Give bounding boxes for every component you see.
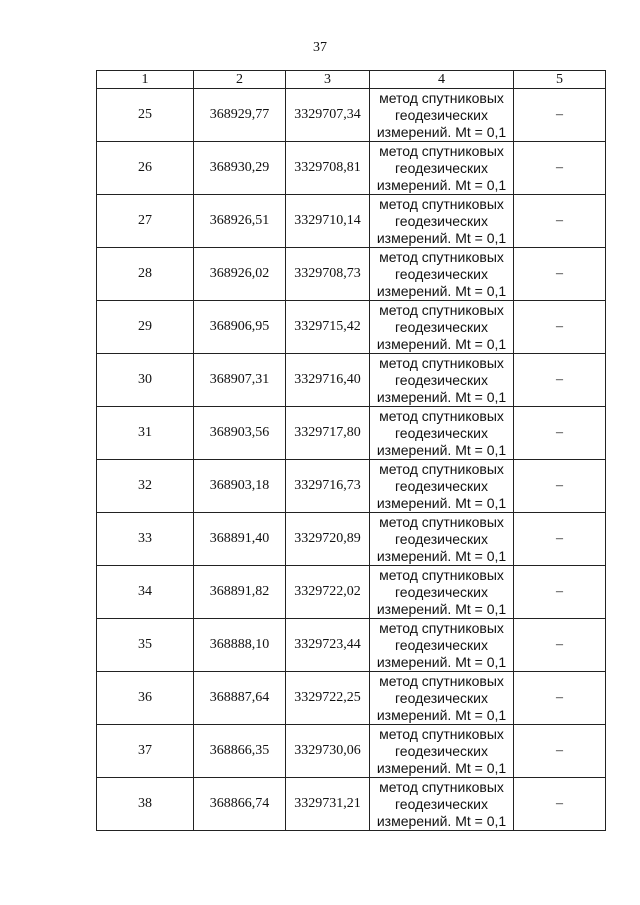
- method-line: измерений. Mt = 0,1: [376, 282, 507, 299]
- method-line: измерений. Mt = 0,1: [376, 123, 507, 140]
- method-line: геодезических: [395, 371, 488, 388]
- method-line: измерений. Mt = 0,1: [376, 441, 507, 458]
- coordinate-x-cell: 368926,02: [194, 248, 286, 301]
- table-row: [97, 778, 606, 831]
- note-cell: –: [514, 460, 606, 513]
- method-line: геодезических: [395, 530, 488, 547]
- column-header-1: 1: [97, 71, 194, 89]
- table-row: [97, 407, 606, 460]
- point-number-cell: 26: [97, 142, 194, 195]
- method-line: измерений. Mt = 0,1: [376, 335, 507, 352]
- table-row: [97, 142, 606, 195]
- table-row: [97, 566, 606, 619]
- table-row: [97, 619, 606, 672]
- coordinate-x-cell: 368903,56: [194, 407, 286, 460]
- page-number: 37: [313, 40, 327, 55]
- note-cell: –: [514, 566, 606, 619]
- method-cell: [370, 513, 514, 566]
- table-row: [97, 672, 606, 725]
- method-line: метод спутниковых: [379, 566, 504, 583]
- method-cell: [370, 672, 514, 725]
- note-cell: –: [514, 619, 606, 672]
- table-header-row: [97, 71, 606, 89]
- point-number-cell: 31: [97, 407, 194, 460]
- method-line: геодезических: [395, 212, 488, 229]
- method-line: геодезических: [395, 318, 488, 335]
- coordinate-x-cell: 368887,64: [194, 672, 286, 725]
- coordinate-y-cell: 3329710,14: [286, 195, 370, 248]
- coordinate-x-cell: 368866,35: [194, 725, 286, 778]
- coordinate-y-cell: 3329707,34: [286, 89, 370, 142]
- method-line: геодезических: [395, 159, 488, 176]
- point-number-cell: 28: [97, 248, 194, 301]
- method-line: метод спутниковых: [379, 619, 504, 636]
- coordinate-y-cell: 3329723,44: [286, 619, 370, 672]
- method-cell: [370, 142, 514, 195]
- method-line: метод спутниковых: [379, 195, 504, 212]
- point-number-cell: 29: [97, 301, 194, 354]
- note-cell: –: [514, 725, 606, 778]
- method-line: измерений. Mt = 0,1: [376, 812, 507, 829]
- column-header-3: 3: [286, 71, 370, 89]
- method-line: измерений. Mt = 0,1: [376, 494, 507, 511]
- column-header-5: 5: [514, 71, 606, 89]
- coordinate-x-cell: 368926,51: [194, 195, 286, 248]
- method-cell: [370, 301, 514, 354]
- coordinate-x-cell: 368907,31: [194, 354, 286, 407]
- coordinate-y-cell: 3329722,02: [286, 566, 370, 619]
- method-line: метод спутниковых: [379, 460, 504, 477]
- method-cell: [370, 460, 514, 513]
- point-number-cell: 36: [97, 672, 194, 725]
- coordinate-y-cell: 3329717,80: [286, 407, 370, 460]
- table-row: [97, 248, 606, 301]
- table-body: [97, 89, 606, 831]
- method-line: геодезических: [395, 106, 488, 123]
- method-line: геодезических: [395, 795, 488, 812]
- method-cell: [370, 778, 514, 831]
- coordinate-x-cell: 368888,10: [194, 619, 286, 672]
- method-line: измерений. Mt = 0,1: [376, 706, 507, 723]
- column-header-2: 2: [194, 71, 286, 89]
- method-line: измерений. Mt = 0,1: [376, 388, 507, 405]
- coordinate-y-cell: 3329720,89: [286, 513, 370, 566]
- column-header-4: 4: [370, 71, 514, 89]
- method-line: метод спутниковых: [379, 142, 504, 159]
- method-line: измерений. Mt = 0,1: [376, 653, 507, 670]
- method-line: метод спутниковых: [379, 513, 504, 530]
- table-row: [97, 301, 606, 354]
- table-row: [97, 460, 606, 513]
- table-row: [97, 195, 606, 248]
- method-line: измерений. Mt = 0,1: [376, 176, 507, 193]
- table-row: [97, 725, 606, 778]
- coordinate-y-cell: 3329722,25: [286, 672, 370, 725]
- method-cell: [370, 407, 514, 460]
- note-cell: –: [514, 513, 606, 566]
- method-line: метод спутниковых: [379, 89, 504, 106]
- method-line: метод спутниковых: [379, 248, 504, 265]
- coordinate-y-cell: 3329731,21: [286, 778, 370, 831]
- note-cell: –: [514, 248, 606, 301]
- method-line: метод спутниковых: [379, 407, 504, 424]
- method-cell: [370, 566, 514, 619]
- method-line: измерений. Mt = 0,1: [376, 547, 507, 564]
- coordinate-y-cell: 3329716,40: [286, 354, 370, 407]
- method-line: метод спутниковых: [379, 354, 504, 371]
- method-line: метод спутниковых: [379, 301, 504, 318]
- table-row: [97, 89, 606, 142]
- note-cell: –: [514, 301, 606, 354]
- point-number-cell: 37: [97, 725, 194, 778]
- method-line: метод спутниковых: [379, 725, 504, 742]
- coordinate-y-cell: 3329708,73: [286, 248, 370, 301]
- coordinate-y-cell: 3329716,73: [286, 460, 370, 513]
- point-number-cell: 27: [97, 195, 194, 248]
- point-number-cell: 34: [97, 566, 194, 619]
- point-number-cell: 25: [97, 89, 194, 142]
- method-line: геодезических: [395, 742, 488, 759]
- coordinate-x-cell: 368929,77: [194, 89, 286, 142]
- method-line: измерений. Mt = 0,1: [376, 600, 507, 617]
- method-line: метод спутниковых: [379, 778, 504, 795]
- method-line: измерений. Mt = 0,1: [376, 229, 507, 246]
- method-line: геодезических: [395, 636, 488, 653]
- point-number-cell: 32: [97, 460, 194, 513]
- coordinate-y-cell: 3329708,81: [286, 142, 370, 195]
- point-number-cell: 35: [97, 619, 194, 672]
- coordinate-x-cell: 368906,95: [194, 301, 286, 354]
- method-line: метод спутниковых: [379, 672, 504, 689]
- coordinate-x-cell: 368930,29: [194, 142, 286, 195]
- coordinates-table: [96, 70, 606, 831]
- note-cell: –: [514, 89, 606, 142]
- method-line: геодезических: [395, 265, 488, 282]
- coordinate-x-cell: 368903,18: [194, 460, 286, 513]
- coordinate-y-cell: 3329730,06: [286, 725, 370, 778]
- method-cell: [370, 89, 514, 142]
- coordinate-x-cell: 368891,40: [194, 513, 286, 566]
- method-cell: [370, 354, 514, 407]
- note-cell: –: [514, 354, 606, 407]
- coordinate-y-cell: 3329715,42: [286, 301, 370, 354]
- point-number-cell: 30: [97, 354, 194, 407]
- point-number-cell: 38: [97, 778, 194, 831]
- method-cell: [370, 248, 514, 301]
- method-line: геодезических: [395, 689, 488, 706]
- table-row: [97, 513, 606, 566]
- point-number-cell: 33: [97, 513, 194, 566]
- method-line: измерений. Mt = 0,1: [376, 759, 507, 776]
- method-cell: [370, 195, 514, 248]
- coordinate-x-cell: 368891,82: [194, 566, 286, 619]
- method-line: геодезических: [395, 583, 488, 600]
- note-cell: –: [514, 142, 606, 195]
- table-row: [97, 354, 606, 407]
- method-line: геодезических: [395, 424, 488, 441]
- method-cell: [370, 619, 514, 672]
- method-cell: [370, 725, 514, 778]
- coordinate-x-cell: 368866,74: [194, 778, 286, 831]
- note-cell: –: [514, 195, 606, 248]
- method-line: геодезических: [395, 477, 488, 494]
- note-cell: –: [514, 672, 606, 725]
- note-cell: –: [514, 407, 606, 460]
- note-cell: –: [514, 778, 606, 831]
